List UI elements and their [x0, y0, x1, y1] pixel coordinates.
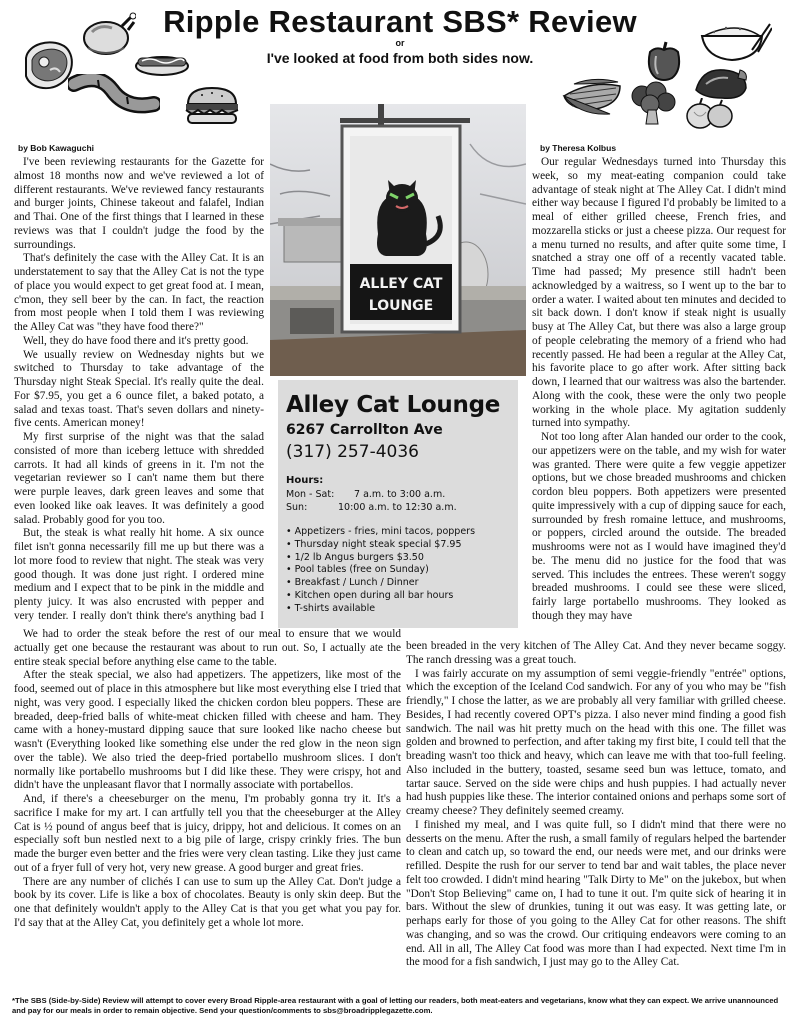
left-paragraph: And, if there's a cheeseburger on the menu, I'm probably gonna try it. It's a sacrifice I make for my art. I can artfully tell you that the cheeseburger at the Alley Cat is ½ pound of angus beef that is juicy, drippy, hot and delicious. It comes on an especially soft bun nestled next to a big pile of large, crispy crinkly fries. The bun made the burger even better and the fries were very clean tasting. Like they just came out of a fryer full of very hot, very new grease. A good burger and great fries.	[14, 793, 401, 874]
left-paragraph: We usually review on Wednesday nights but we switched to Thursday to take advantage of the Thursday night Steak Special. It's really quite the deal. For $7.95, you get a 6 ounce filet, a baked potato, a salad and texas toast. That's seven dollars and ninety-five cents. American money!	[14, 348, 264, 430]
title-or: or	[395, 38, 405, 48]
left-paragraph: We had to order the steak before the rest of our meal to ensure that we would actually get one because the restaurant was about to run out. So, I actually ate the entire steak special before anything else came to the table.	[14, 628, 401, 668]
onion-icon	[684, 98, 734, 130]
page-title: Ripple Restaurant SBS* Review	[163, 4, 637, 39]
hours-time: 7 a.m. to 3:00 a.m.	[354, 489, 446, 500]
left-paragraph: After the steak special, we also had appetizers. The appetizers, like most of the food, seemed out of place in this atmosphere but like most everything else I tried that night, was very good. I especially liked the chicken cordon bleu poppers. These are breaded, deep-fried balls of white-meat chicken filled with cheese and ham. They came with a honey-mustard dipping sauce that sure looked like nacho cheese but wasn't (Everything looked like something else under the red glow in the neon sign over the table). We also tried the deep-fried portabello mushroom slices. I don't normally like portabello mushrooms but I did like these. They were crispy, hot and didn't have the unpleasant flavor that I normally associate with portabellos.	[14, 669, 401, 792]
hamburger-icon	[184, 86, 240, 126]
left-paragraph: There are any number of clichés I can use to sum up the Alley Cat. Don't judge a book by its cover. Life is like a box of chocolates. Beauty is only skin deep. But the one that definitely wouldn't apply to the Alley Cat is that you get what you pay for. I'd say that at the Alley Cat, you definitely get a whole lot more.	[14, 875, 401, 929]
sign-text-line2: LOUNGE	[368, 298, 434, 314]
byline-left: by Bob Kawaguchi	[18, 143, 95, 153]
left-review-column-top	[14, 156, 264, 625]
feature-item: • T-shirts available	[286, 602, 376, 614]
hours-days: Mon - Sat:	[286, 489, 335, 500]
hours-days: Sun:	[286, 502, 308, 513]
roast-chicken-icon	[78, 12, 136, 62]
footnote: *The SBS (Side-by-Side) Review will attempt to cover every Broad Ripple-area restaurant with a goal of letting our readers, both meat-eaters and vegetarians, know what they can expect. We arrive unannounced and pay for our meals in order to remain objective. Send your question/comments to sbs@broadripplegazette.com.	[12, 996, 779, 1015]
hours-row	[286, 502, 457, 513]
hours-time: 10:00 a.m. to 12:30 a.m.	[338, 502, 457, 513]
restaurant-info-box	[278, 380, 518, 628]
right-paragraph: Our regular Wednesdays turned into Thursday this week, so my meat-eating companion could take advantage of steak night at The Alley Cat. I didn't mind either way because I figured I'd probably be limited to a meal of either grilled cheese, French fries, and mozzarella sticks or just a cheese pizza. Our request for a menu turned no results, and after quite some time, I snatched a stray one off of a recently vacated table. Time had passed; My presence still hadn't been acknowledged by a waitress, so I went up to the bar to order a water. I waited about ten minutes and decided to sit back down. I don't know if steak night is usually busy at The Alley Cat, but there was also a large group of people celebrating the memory of a friend who had recently passed. He had been a regular at the Alley Cat, his favorite place to go after work. After sitting back down, I learned that our waitress was also the bartender. Along with the cook, these were the only two people working in the whole place. My agitation suddenly turned into sympathy.	[532, 156, 786, 430]
feature-item: • 1/2 lb Angus burgers $3.50	[286, 551, 424, 563]
byline-right: by Theresa Kolbus	[540, 143, 617, 153]
left-paragraph: My first surprise of the night was that the salad consisted of more than iceberg lettuce with shredded carrots. It had all kinds of greens in it. I'm not the vegetarian reviewer so I can't name them but there were purple leaves, dark green leaves and some that even looked like oak leaves. It was definitely a good salad. Probably good for you too.	[14, 431, 264, 526]
rice-bowl-icon	[700, 20, 772, 62]
left-paragraph: Well, they do have food there and it's pretty good.	[23, 334, 249, 347]
restaurant-address: 6267 Carrollton Ave	[286, 422, 443, 438]
bell-pepper-icon	[644, 40, 684, 82]
hours-label: Hours:	[286, 475, 324, 486]
restaurant-sign-photo	[270, 104, 526, 376]
left-review-column-bottom	[14, 628, 401, 992]
corn-icon	[560, 76, 624, 118]
left-paragraph: That's definitely the case with the Alley Cat. It is an understatement to say that the Alley Cat is not the type of place you would expect to get great food at. I mean, c'mon, they sell beer by the can. In fact, the reaction from most people when I told them I was reviewing the Alley Cat was "they have food there?"	[14, 252, 264, 333]
restaurant-name: Alley Cat Lounge	[286, 392, 501, 418]
right-review-column-bottom	[406, 640, 786, 992]
feature-item: • Thursday night steak special $7.95	[286, 538, 462, 550]
right-review-column-top	[532, 156, 786, 640]
feature-item: • Breakfast / Lunch / Dinner	[286, 577, 419, 589]
broccoli-icon	[626, 80, 678, 126]
page-subtitle: I've looked at food from both sides now.	[266, 50, 534, 66]
sausage-icon	[68, 74, 160, 122]
feature-list	[286, 526, 475, 616]
restaurant-phone: (317) 257-4036	[286, 442, 419, 462]
eggplant-icon	[692, 62, 750, 102]
right-paragraph-continued: been breaded in the very kitchen of The Alley Cat. And they never became soggy. The ranch dressing was a great touch.	[406, 640, 786, 666]
left-paragraph: I've been reviewing restaurants for the Gazette for almost 18 months now and we've reviewed a lot of different restaurants. We've reviewed fancy restaurants and burger joints, Chinese takeout and falafel, Indian and Thai. One of the first things that I learned in these reviews was that I couldn't judge the food by the surroundings.	[14, 156, 264, 251]
right-paragraph: I finished my meal, and I was quite full, so I didn't mind that there were no desserts on the menu. After the rush, a small family of regulars helped the bartender to clean and catch up, so toward the end, our needs were met, and our drinks were refilled. Despite the rush for our server to tend bar and wait tables, the place never felt too crowded. I didn't mind hearing "Talk Dirty to Me" on the jukebox, but when "Don't Stop Believing" came on, I had to tune it out. I'm quite sick of hearing it in bars. Without the slew of drunkies, tuning it out was easy. It was getting late, or perhaps early for those of you going to the Alley Cat for other reasons. The shift was changing, and so was the crowd. Our critiquing endeavors were coming to an end. All in all, The Alley Cat food was more than I had expected. Next time I'm in the mood for a fish sandwich, I just may go to the Alley Cat.	[406, 818, 786, 969]
right-paragraph: I was fairly accurate on my assumption of semi veggie-friendly "entrée" options, which the exception of the Iceland Cod sandwich. For any of you who may be "fish friendly," I chose the latter, as we are probably all very familiar with grilled cheese. Besides, I had recently covered OPT's pizza. I also never mind finding a good fish sandwich. The nail was hit pretty much on the head with this one. The fillet was golden and browned to perfection, and after taking my first bite, I could tell that the breading wasn't too thick and heavy, which can leave me with that too-full feeling. Also included in the buttery, toasted, sesame seed bun was lettuce, tomato, and tartar sauce. Served on the side were chips and hush puppies. I had actually never had hush puppies like these. The interior contained onions and perhaps some sort of creamy cheese? They definitely seemed creamy.	[406, 667, 786, 817]
left-paragraph: But, the steak is what really hit home. A six ounce filet isn't gonna necessarily fill me up but there was a lot more food to review that night. The steak was very good though. It was done just right. I ordered mine medium and I expect that to be pink in the middle and plenty juicy. It was also encrusted with pepper and very tender. I really don't think there's anything bad I	[14, 527, 264, 622]
sign-photo-illustration	[270, 104, 526, 376]
sign-text-line1: ALLEY CAT	[359, 276, 443, 292]
right-paragraph: Not too long after Alan handed our order to the cook, our appetizers were on the table, and my wish for water was granted. There were quite a few veggie appetizer options, but we chose breaded mushrooms and chicken cordon bleu poppers. Both appetizers were presented quite impressively with a cup of dipping sauce for each, surrounded by fresh romaine lettuce, and mushrooms, or poppers, circled around the outside. The breaded mushrooms were not as I would have imagined they'd be. The menu did no justice for the food that was served. This includes the entrees. These weren't soggy breaded mushrooms. I could see these were sliced, fairly large portabello mushrooms. They looked as though they may have	[532, 431, 786, 622]
hours-row	[286, 489, 445, 500]
feature-item: • Pool tables (free on Sunday)	[286, 564, 429, 576]
feature-item: • Kitchen open during all bar hours	[286, 589, 454, 601]
feature-item: • Appetizers - fries, mini tacos, poppers	[286, 526, 476, 537]
